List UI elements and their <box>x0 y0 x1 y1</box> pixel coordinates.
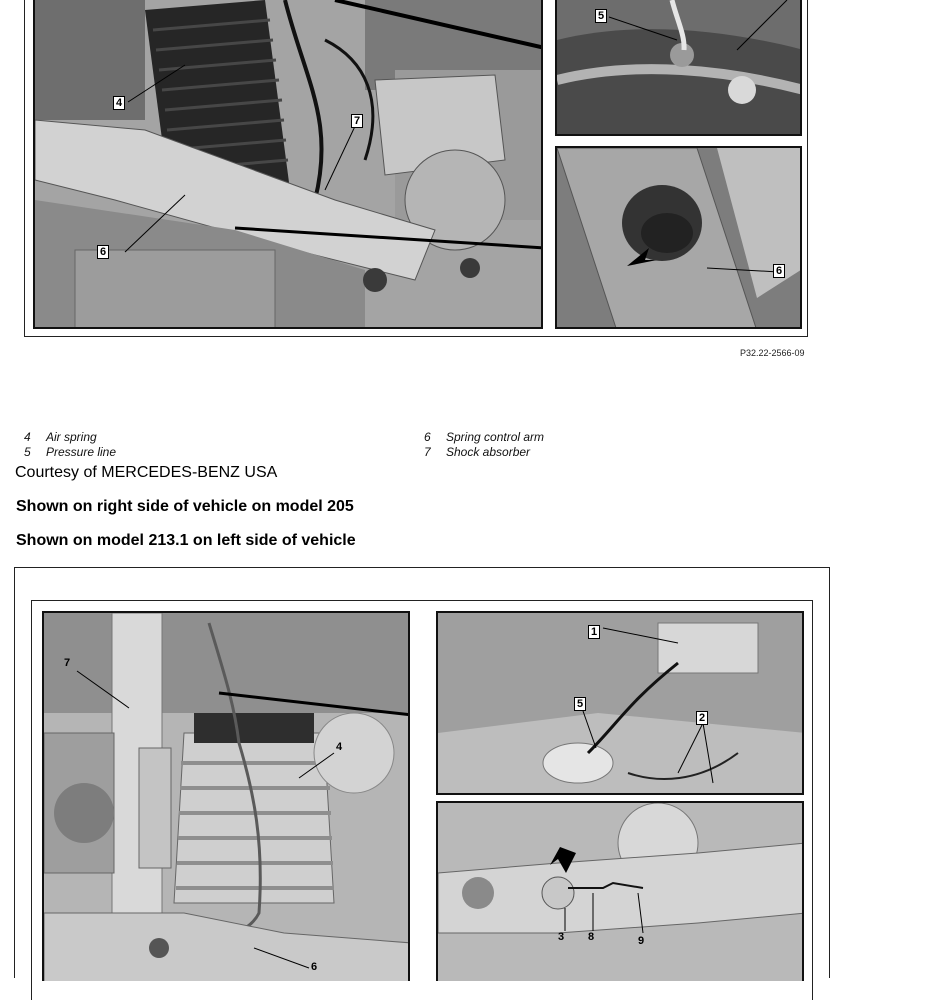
callout-pressure-line-213: 5 <box>574 697 586 711</box>
legend-number: 5 <box>24 445 31 459</box>
legend-number: 7 <box>424 445 431 459</box>
callout-pressure-line: 5 <box>595 9 607 23</box>
legend-item-5 <box>24 445 116 459</box>
figure-2-top-inset <box>436 611 804 795</box>
callout-line-2: 2 <box>696 711 708 725</box>
courtesy-text: Courtesy of MERCEDES-BENZ USA <box>15 464 278 481</box>
figure-2-bottom-inset <box>436 801 804 981</box>
figure-1-reference: P32.22-2566-09 <box>740 348 805 358</box>
callout-spring-control-arm-213: 6 <box>311 961 318 973</box>
control-arm-detail-illustration <box>557 148 802 329</box>
figure-1-main-photo <box>33 0 543 329</box>
legend-item-7 <box>424 445 530 459</box>
callout-connection-3: 3 <box>558 931 565 943</box>
legend-label: Pressure line <box>46 445 117 459</box>
callout-line-1: 1 <box>588 625 600 639</box>
figure-1-bottom-inset <box>555 146 802 329</box>
callout-air-spring: 4 <box>113 96 125 110</box>
callout-shock-absorber-213: 7 <box>64 657 71 669</box>
callout-connection-9: 9 <box>638 935 645 947</box>
legend-number: 6 <box>424 430 431 444</box>
callout-spring-control-arm: 6 <box>97 245 109 259</box>
callout-spring-control-arm-detail: 6 <box>773 264 785 278</box>
legend-label: Spring control arm <box>446 430 545 444</box>
legend-item-4 <box>24 430 97 444</box>
figure-2-frame <box>14 567 830 978</box>
legend-number: 4 <box>24 430 31 444</box>
pressure-connection-213-illustration <box>438 803 804 981</box>
legend-label: Air spring <box>46 430 97 444</box>
callout-shock-absorber: 7 <box>351 114 363 128</box>
caption-model-213: Shown on model 213.1 on left side of vehicle <box>16 532 356 549</box>
figure-1-frame <box>24 0 808 337</box>
figure-2-inner-frame <box>31 600 813 1000</box>
air-spring-illustration <box>35 0 543 329</box>
air-spring-213-illustration <box>44 613 410 981</box>
caption-model-205: Shown on right side of vehicle on model 205 <box>16 498 354 515</box>
pressure-line-213-illustration <box>438 613 804 795</box>
legend-item-6 <box>424 430 544 444</box>
pressure-line-illustration <box>557 0 802 136</box>
figure-1-top-inset <box>555 0 802 136</box>
legend-label: Shock absorber <box>446 445 531 459</box>
callout-air-spring-213: 4 <box>336 741 343 753</box>
figure-2-main-photo <box>42 611 410 981</box>
callout-connection-8: 8 <box>588 931 595 943</box>
